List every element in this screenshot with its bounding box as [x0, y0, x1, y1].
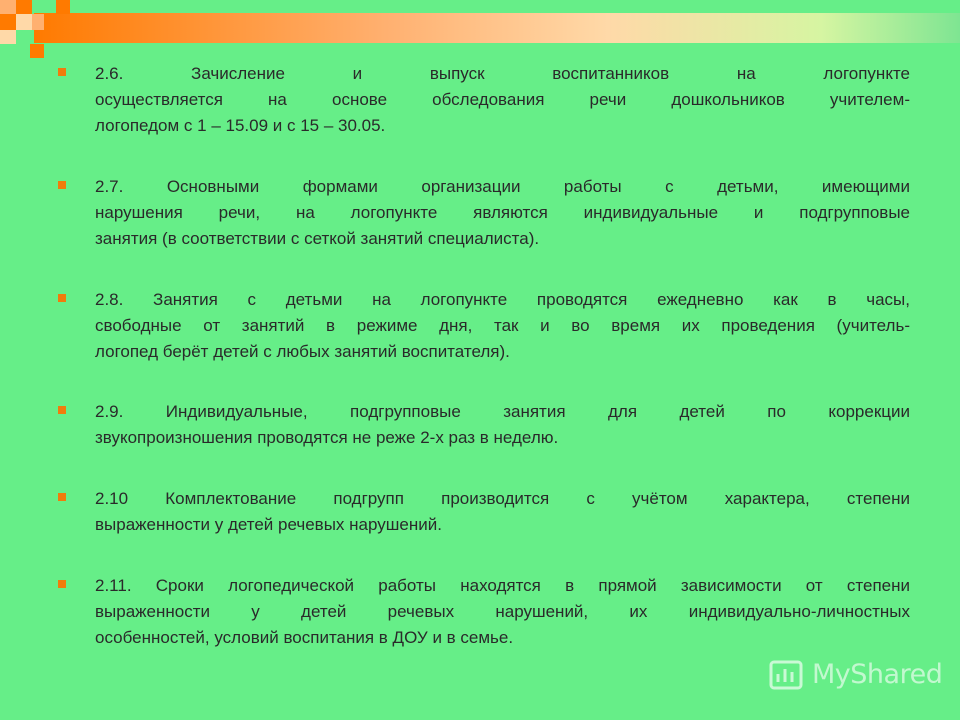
item-line: 2.7. Основными формами организации работы с детьми, имеющими: [95, 177, 910, 196]
item-line: свободные от занятий в режиме дня, так и во время их проведения (учитель-: [95, 316, 910, 335]
item-line: 2.11. Сроки логопедической работы находятся в прямой зависимости от степени: [95, 576, 910, 595]
bullet-icon: [58, 181, 66, 189]
myshared-logo-icon: [768, 656, 808, 696]
bullet-icon: [58, 493, 66, 501]
list-item: [95, 573, 910, 651]
item-line: особенностей, условий воспитания в ДОУ и в семье.: [95, 628, 514, 647]
item-line: нарушения речи, на логопункте являются индивидуальные и подгрупповые: [95, 203, 910, 222]
item-line: 2.6. Зачисление и выпуск воспитанников на логопункте: [95, 64, 910, 83]
item-line: 2.9. Индивидуальные, подгрупповые занятия для детей по коррекции: [95, 402, 910, 421]
corner-square-1: [0, 0, 16, 14]
list-item: [95, 287, 910, 365]
bullet-icon: [58, 294, 66, 302]
bullet-icon: [58, 406, 66, 414]
watermark: [768, 656, 943, 696]
list-item: [95, 61, 910, 139]
top-decoration-bar: [34, 13, 960, 43]
watermark-text: MyShared: [812, 659, 943, 690]
list-item: [95, 174, 910, 252]
corner-square-6: [32, 14, 44, 30]
corner-square-8: [30, 44, 44, 58]
corner-square-3: [56, 0, 70, 14]
item-line: 2.10 Комплектование подгрупп производится с учётом характера, степени: [95, 489, 910, 508]
item-line: выраженности у детей речевых нарушений.: [95, 515, 442, 534]
item-line: логопед берёт детей с любых занятий воспитателя).: [95, 342, 510, 361]
item-line: логопедом с 1 – 15.09 и с 15 – 30.05.: [95, 116, 386, 135]
corner-square-5: [16, 14, 32, 30]
corner-square-7: [0, 30, 16, 44]
item-line: звукопроизношения проводятся не реже 2-х раз в неделю.: [95, 428, 559, 447]
bullet-icon: [58, 580, 66, 588]
item-line: выраженности у детей речевых нарушений, их индивидуально-личностных: [95, 602, 910, 621]
item-line: 2.8. Занятия с детьми на логопункте проводятся ежедневно как в часы,: [95, 290, 910, 309]
list-item: [95, 486, 910, 538]
list-item: [95, 399, 910, 451]
item-line: осуществляется на основе обследования речи дошкольников учителем-: [95, 90, 910, 109]
corner-square-2: [16, 0, 32, 14]
bullet-icon: [58, 68, 66, 76]
corner-square-4: [0, 14, 16, 30]
item-line: занятия (в соответствии с сеткой занятий специалиста).: [95, 229, 540, 248]
